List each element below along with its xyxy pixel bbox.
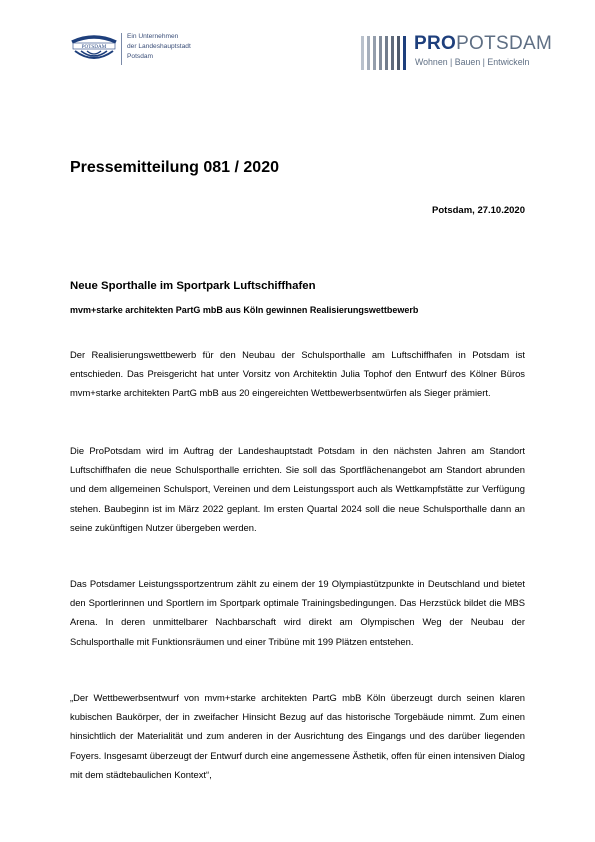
- brand-name-rest: POTSDAM: [456, 33, 553, 54]
- page-title: Pressemitteilung 081 / 2020: [70, 159, 279, 176]
- city-tagline: [127, 32, 191, 62]
- paragraph-text: „Der Wettbewerbsentwurf von mvm+starke architekten PartG mbB Köln überzeugt durch seinen klaren kubischen Baukörper, der in zweifacher Hinsicht Bezug auf das historische Torgebäude nimmt. Zum einen hinsichtlich der Materialität und zum anderen in der Ausrichtung des Eingangs und des darüber liegenden Foyers. Insgesamt überzeugt der Entwurf durch eine angemessene Ästhetik, offen für einen intensiven Dialog mit dem städtebaulichen Kontext“,: [70, 692, 525, 780]
- propotsdam-logo: [361, 33, 561, 70]
- logo-divider: [121, 33, 122, 65]
- headline: Neue Sporthalle im Sportpark Luftschiffhafen: [70, 280, 316, 292]
- tagline-line: Potsdam: [127, 53, 154, 60]
- paragraph-text: Die ProPotsdam wird im Auftrag der Landeshauptstadt Potsdam in den nächsten Jahren am Standort Luftschiffhafen die neue Schulsporthalle errichten. Sie soll das Sportflächenangebot am Standort abrunden und dem allgemeinen Schulsport, Vereinen und dem Leistungssport auch als Wettkampfstätte zur Verfügung stehen. Baubeginn ist im März 2022 geplant. Im ersten Quartal 2024 soll die neue Schulsporthalle dann an seine zukünftigen Nutzer übergeben werden.: [70, 445, 525, 533]
- tagline-line: der Landeshauptstadt: [127, 43, 191, 50]
- potsdam-seal-icon: [70, 33, 118, 63]
- brand-bars-icon: [361, 36, 409, 70]
- body-paragraph: [70, 574, 525, 651]
- paragraph-text: Das Potsdamer Leistungssportzentrum zählt zu einem der 19 Olympiastützpunkte in Deutschland und bietet den Sportlerinnen und Sportlern im Sportpark optimale Trainingsbedingungen. Das Herzstück bildet die MBS Arena. In deren unmittelbarer Nachbarschaft wird direkt am Olympischen Weg der Neubau der Schulsporthalle mit Funktionsräumen und einer Tribüne mit 199 Plätzen entstehen.: [70, 578, 525, 647]
- brand-name-pro: PRO: [414, 33, 457, 54]
- seal-text: POTSDAM: [81, 44, 107, 50]
- body-paragraph: [70, 441, 525, 537]
- tagline-line: Ein Unternehmen: [127, 33, 179, 40]
- body-paragraph: [70, 345, 525, 403]
- paragraph-text: Der Realisierungswettbewerb für den Neubau der Schulsporthalle am Luftschiffhafen in Potsdam ist entschieden. Das Preisgericht hat unter Vorsitz von Architektin Julia Tophof den Entwurf des Kölner Büros mvm+starke architekten PartG mbB aus 20 eingereichten Wettbewerbsentwürfen als Sieger prämiert.: [70, 349, 525, 399]
- dateline: Potsdam, 27.10.2020: [432, 205, 525, 216]
- subheadline: mvm+starke architekten PartG mbB aus Köln gewinnen Realisierungswettbewerb: [70, 305, 419, 315]
- brand-subtitle: Wohnen | Bauen | Entwickeln: [415, 57, 530, 67]
- body-paragraph: [70, 688, 525, 784]
- brand-name: [414, 33, 552, 55]
